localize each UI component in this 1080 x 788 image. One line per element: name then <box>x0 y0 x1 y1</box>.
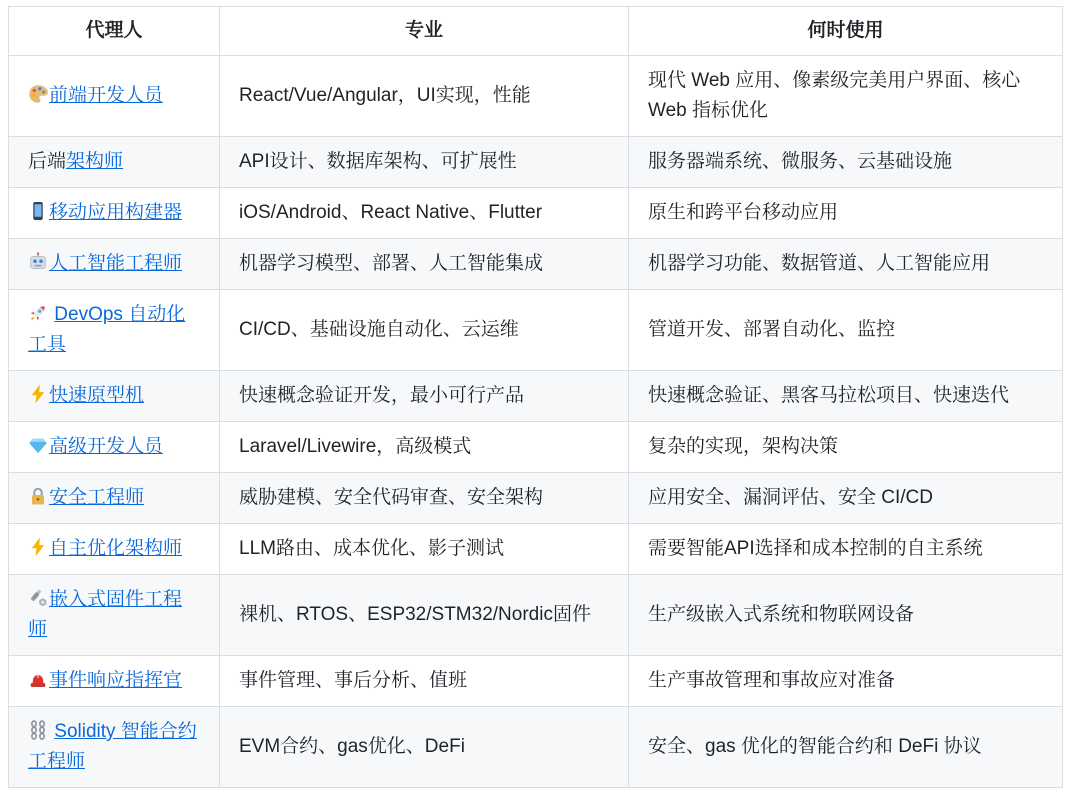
when-to-use-cell: 原生和跨平台移动应用 <box>629 188 1063 239</box>
mobile-phone-icon <box>28 198 49 228</box>
header-row <box>9 7 1063 56</box>
when-to-use-cell: 生产事故管理和事故应对准备 <box>629 656 1063 707</box>
lightning-icon <box>28 534 49 564</box>
specialty-cell: Laravel/Livewire，高级模式 <box>220 422 629 473</box>
table-row <box>9 239 1063 290</box>
when-to-use-cell: 需要智能API选择和成本控制的自主系统 <box>629 524 1063 575</box>
palette-icon <box>28 81 49 111</box>
nut-and-bolt-icon <box>28 585 49 615</box>
specialty-cell: API设计、数据库架构、可扩展性 <box>220 137 629 188</box>
agent-cell <box>9 188 220 239</box>
specialty-cell: 机器学习模型、部署、人工智能集成 <box>220 239 629 290</box>
agent-cell <box>9 56 220 137</box>
column-header-specialty: 专业 <box>220 7 629 56</box>
specialty-cell: CI/CD、基础设施自动化、云运维 <box>220 290 629 371</box>
agent-cell <box>9 239 220 290</box>
agent-link[interactable]: DevOps 自动化工具 <box>28 304 186 355</box>
agent-link[interactable]: 人工智能工程师 <box>49 253 183 274</box>
table-row <box>9 473 1063 524</box>
specialty-cell: 裸机、RTOS、ESP32/STM32/Nordic固件 <box>220 575 629 656</box>
agent-link[interactable]: 自主优化架构师 <box>49 538 183 559</box>
table-row <box>9 422 1063 473</box>
specialty-cell: iOS/Android、React Native、Flutter <box>220 188 629 239</box>
table-row <box>9 137 1063 188</box>
table-row <box>9 575 1063 656</box>
table-body <box>9 56 1063 788</box>
agent-cell <box>9 524 220 575</box>
specialty-cell: 快速概念验证开发，最小可行产品 <box>220 371 629 422</box>
agent-cell <box>9 575 220 656</box>
lock-icon <box>28 483 49 513</box>
specialty-cell: 威胁建模、安全代码审查、安全架构 <box>220 473 629 524</box>
when-to-use-cell: 管道开发、部署自动化、监控 <box>629 290 1063 371</box>
table-row <box>9 188 1063 239</box>
agent-cell <box>9 656 220 707</box>
agent-link[interactable]: 前端开发人员 <box>49 85 164 106</box>
column-header-agent: 代理人 <box>9 7 220 56</box>
column-header-when-to-use: 何时使用 <box>629 7 1063 56</box>
agent-cell <box>9 473 220 524</box>
table-row <box>9 56 1063 137</box>
agent-link[interactable]: 嵌入式固件工程师 <box>28 589 183 640</box>
when-to-use-cell: 应用安全、漏洞评估、安全 CI/CD <box>629 473 1063 524</box>
agent-cell <box>9 371 220 422</box>
agent-link[interactable]: 安全工程师 <box>49 487 145 508</box>
table-row <box>9 707 1063 788</box>
table-header <box>9 7 1063 56</box>
agent-cell <box>9 707 220 788</box>
agent-cell <box>9 290 220 371</box>
specialty-cell: 事件管理、事后分析、值班 <box>220 656 629 707</box>
when-to-use-cell: 安全、gas 优化的智能合约和 DeFi 协议 <box>629 707 1063 788</box>
agent-link[interactable]: 高级开发人员 <box>49 436 164 457</box>
when-to-use-cell: 服务器端系统、微服务、云基础设施 <box>629 137 1063 188</box>
table-row <box>9 371 1063 422</box>
specialty-cell: React/Vue/Angular，UI实现，性能 <box>220 56 629 137</box>
table-row <box>9 290 1063 371</box>
when-to-use-cell: 生产级嵌入式系统和物联网设备 <box>629 575 1063 656</box>
robot-icon <box>28 249 49 279</box>
agent-link[interactable]: 事件响应指挥官 <box>49 670 183 691</box>
lightning-icon <box>28 381 49 411</box>
agent-cell <box>9 422 220 473</box>
table-row <box>9 656 1063 707</box>
agent-link[interactable]: 快速原型机 <box>49 385 145 406</box>
specialty-cell: EVM合约、gas优化、DeFi <box>220 707 629 788</box>
agents-table <box>8 6 1063 788</box>
agent-link[interactable]: Solidity 智能合约工程师 <box>28 721 197 772</box>
table-row <box>9 524 1063 575</box>
agent-prefix-text: 后端 <box>28 151 67 172</box>
rotating-light-icon <box>28 666 49 696</box>
agent-cell <box>9 137 220 188</box>
agent-link[interactable]: 移动应用构建器 <box>49 202 183 223</box>
rocket-icon <box>28 300 49 330</box>
chains-icon <box>28 717 49 747</box>
when-to-use-cell: 现代 Web 应用、像素级完美用户界面、核心 Web 指标优化 <box>629 56 1063 137</box>
gem-icon <box>28 432 49 462</box>
when-to-use-cell: 快速概念验证、黑客马拉松项目、快速迭代 <box>629 371 1063 422</box>
when-to-use-cell: 机器学习功能、数据管道、人工智能应用 <box>629 239 1063 290</box>
agent-link[interactable]: 架构师 <box>66 151 124 172</box>
when-to-use-cell: 复杂的实现，架构决策 <box>629 422 1063 473</box>
specialty-cell: LLM路由、成本优化、影子测试 <box>220 524 629 575</box>
